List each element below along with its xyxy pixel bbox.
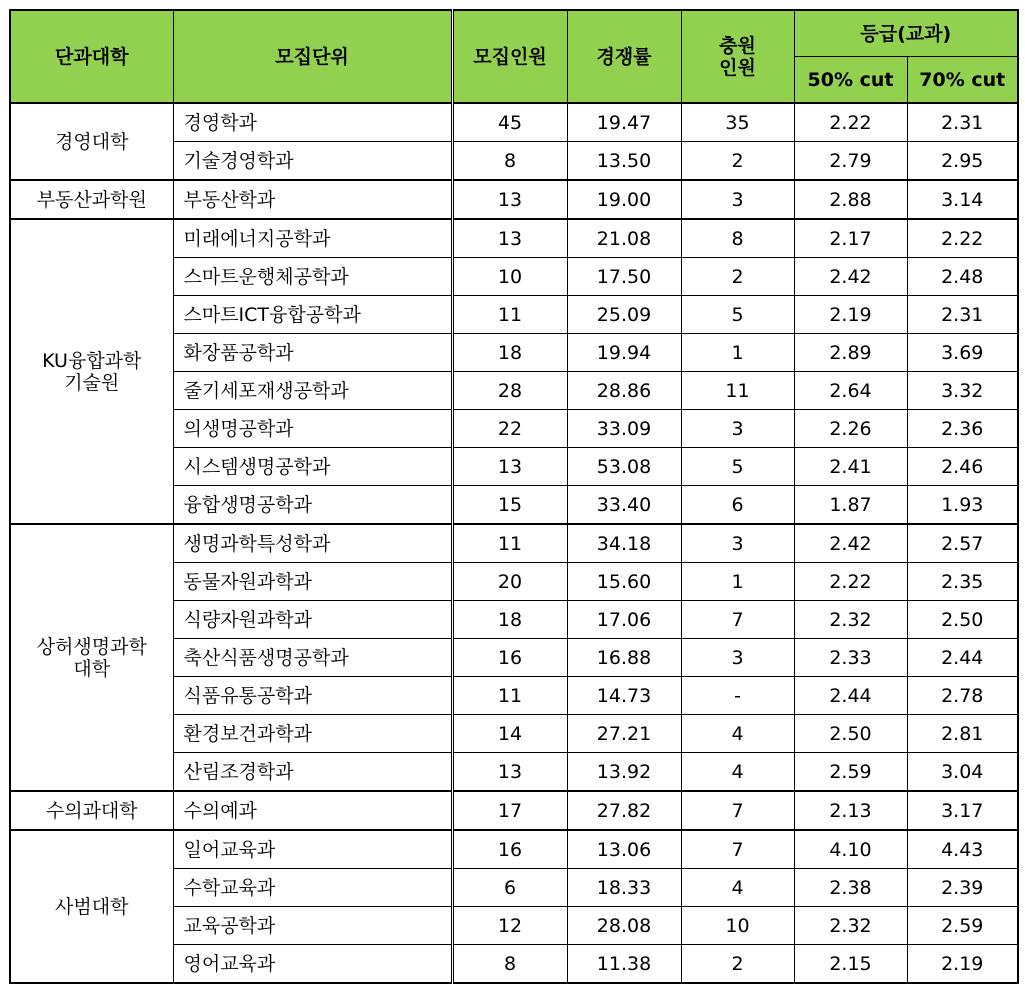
college-cell: 경영대학 — [10, 103, 173, 180]
unit-cell: 식량자원과학과 — [173, 601, 452, 639]
competition-cell: 15.60 — [567, 563, 681, 601]
header-unit: 모집단위 — [173, 10, 452, 103]
competition-cell: 27.82 — [567, 791, 681, 830]
unit-cell: 경영학과 — [173, 103, 452, 142]
quota-cell: 18 — [452, 334, 567, 372]
cut70-cell: 2.57 — [907, 524, 1018, 563]
college-cell: 상허생명과학 대학 — [10, 524, 173, 791]
college-cell: 부동산과학원 — [10, 180, 173, 219]
unit-cell: 수학교육과 — [173, 869, 452, 907]
unit-cell: 기술경영학과 — [173, 142, 452, 181]
cut50-cell: 2.79 — [794, 142, 907, 181]
cut50-cell: 2.42 — [794, 258, 907, 296]
competition-cell: 14.73 — [567, 677, 681, 715]
quota-cell: 13 — [452, 448, 567, 486]
header-competition: 경쟁률 — [567, 10, 681, 103]
extra-cell: 5 — [681, 448, 794, 486]
cut70-cell: 2.48 — [907, 258, 1018, 296]
quota-cell: 13 — [452, 219, 567, 258]
cut70-cell: 3.14 — [907, 180, 1018, 219]
unit-cell: 환경보건과학과 — [173, 715, 452, 753]
quota-cell: 17 — [452, 791, 567, 830]
cut70-cell: 3.04 — [907, 753, 1018, 792]
college-cell: 수의과대학 — [10, 791, 173, 830]
quota-cell: 8 — [452, 142, 567, 181]
unit-cell: 미래에너지공학과 — [173, 219, 452, 258]
header-quota: 모집인원 — [452, 10, 567, 103]
quota-cell: 13 — [452, 753, 567, 792]
extra-cell: - — [681, 677, 794, 715]
extra-cell: 3 — [681, 180, 794, 219]
quota-cell: 10 — [452, 258, 567, 296]
competition-cell: 33.09 — [567, 410, 681, 448]
cut50-cell: 1.87 — [794, 486, 907, 525]
competition-cell: 16.88 — [567, 639, 681, 677]
unit-cell: 줄기세포재생공학과 — [173, 372, 452, 410]
extra-cell: 4 — [681, 753, 794, 792]
quota-cell: 13 — [452, 180, 567, 219]
quota-cell: 15 — [452, 486, 567, 525]
cut70-cell: 2.50 — [907, 601, 1018, 639]
competition-cell: 34.18 — [567, 524, 681, 563]
extra-cell: 35 — [681, 103, 794, 142]
quota-cell: 16 — [452, 830, 567, 869]
extra-cell: 6 — [681, 486, 794, 525]
cut70-cell: 2.31 — [907, 103, 1018, 142]
cut50-cell: 2.42 — [794, 524, 907, 563]
cut50-cell: 2.15 — [794, 945, 907, 984]
competition-cell: 27.21 — [567, 715, 681, 753]
cut70-cell: 2.44 — [907, 639, 1018, 677]
unit-cell: 스마트ICT융합공학과 — [173, 296, 452, 334]
unit-cell: 일어교육과 — [173, 830, 452, 869]
table-row — [10, 219, 1018, 258]
competition-cell: 19.47 — [567, 103, 681, 142]
table-row — [10, 830, 1018, 869]
quota-cell: 22 — [452, 410, 567, 448]
cut70-cell: 3.17 — [907, 791, 1018, 830]
extra-cell: 7 — [681, 830, 794, 869]
college-cell: 사범대학 — [10, 830, 173, 983]
unit-cell: 교육공학과 — [173, 907, 452, 945]
competition-cell: 17.06 — [567, 601, 681, 639]
cut70-cell: 2.35 — [907, 563, 1018, 601]
cut70-cell: 2.78 — [907, 677, 1018, 715]
cut50-cell: 2.32 — [794, 601, 907, 639]
quota-cell: 11 — [452, 296, 567, 334]
quota-cell: 45 — [452, 103, 567, 142]
competition-cell: 13.06 — [567, 830, 681, 869]
extra-cell: 2 — [681, 258, 794, 296]
extra-cell: 1 — [681, 334, 794, 372]
cut70-cell: 2.36 — [907, 410, 1018, 448]
competition-cell: 18.33 — [567, 869, 681, 907]
header-extra-line2: 인원 — [719, 56, 756, 79]
competition-cell: 53.08 — [567, 448, 681, 486]
unit-cell: 산림조경학과 — [173, 753, 452, 792]
cut50-cell: 2.19 — [794, 296, 907, 334]
cut50-cell: 2.44 — [794, 677, 907, 715]
cut50-cell: 2.50 — [794, 715, 907, 753]
extra-cell: 7 — [681, 601, 794, 639]
unit-cell: 축산식품생명공학과 — [173, 639, 452, 677]
unit-cell: 시스템생명공학과 — [173, 448, 452, 486]
unit-cell: 화장품공학과 — [173, 334, 452, 372]
quota-cell: 14 — [452, 715, 567, 753]
header-extra-line1: 충원 — [719, 34, 756, 57]
cut70-cell: 1.93 — [907, 486, 1018, 525]
cut50-cell: 2.41 — [794, 448, 907, 486]
extra-cell: 3 — [681, 639, 794, 677]
extra-cell: 4 — [681, 869, 794, 907]
cut50-cell: 2.22 — [794, 563, 907, 601]
competition-cell: 19.94 — [567, 334, 681, 372]
cut70-cell: 2.39 — [907, 869, 1018, 907]
competition-cell: 28.86 — [567, 372, 681, 410]
extra-cell: 8 — [681, 219, 794, 258]
header-cut70: 70% cut — [907, 57, 1018, 104]
extra-cell: 11 — [681, 372, 794, 410]
unit-cell: 생명과학특성학과 — [173, 524, 452, 563]
quota-cell: 18 — [452, 601, 567, 639]
competition-cell: 13.50 — [567, 142, 681, 181]
competition-cell: 19.00 — [567, 180, 681, 219]
table-row — [10, 180, 1018, 219]
header-college: 단과대학 — [10, 10, 173, 103]
unit-cell: 융합생명공학과 — [173, 486, 452, 525]
table-body — [10, 103, 1018, 983]
unit-cell: 동물자원과학과 — [173, 563, 452, 601]
cut50-cell: 2.26 — [794, 410, 907, 448]
cut50-cell: 2.33 — [794, 639, 907, 677]
extra-cell: 2 — [681, 142, 794, 181]
cut50-cell: 2.38 — [794, 869, 907, 907]
competition-cell: 25.09 — [567, 296, 681, 334]
college-cell: KU융합과학 기술원 — [10, 219, 173, 524]
competition-cell: 11.38 — [567, 945, 681, 984]
table-row — [10, 791, 1018, 830]
extra-cell: 3 — [681, 524, 794, 563]
competition-cell: 28.08 — [567, 907, 681, 945]
extra-cell: 4 — [681, 715, 794, 753]
unit-cell: 스마트운행체공학과 — [173, 258, 452, 296]
extra-cell: 2 — [681, 945, 794, 984]
cut70-cell: 3.32 — [907, 372, 1018, 410]
quota-cell: 11 — [452, 677, 567, 715]
cut70-cell: 2.46 — [907, 448, 1018, 486]
table-row — [10, 103, 1018, 142]
table-row — [10, 524, 1018, 563]
cut70-cell: 2.95 — [907, 142, 1018, 181]
competition-cell: 17.50 — [567, 258, 681, 296]
unit-cell: 의생명공학과 — [173, 410, 452, 448]
header-grade: 등급(교과) — [794, 10, 1018, 57]
unit-cell: 부동산학과 — [173, 180, 452, 219]
cut50-cell: 2.88 — [794, 180, 907, 219]
cut50-cell: 4.10 — [794, 830, 907, 869]
unit-cell: 식품유통공학과 — [173, 677, 452, 715]
competition-cell: 13.92 — [567, 753, 681, 792]
cut70-cell: 2.22 — [907, 219, 1018, 258]
quota-cell: 11 — [452, 524, 567, 563]
header-extra — [681, 10, 794, 103]
unit-cell: 수의예과 — [173, 791, 452, 830]
cut70-cell: 2.59 — [907, 907, 1018, 945]
header-cut50: 50% cut — [794, 57, 907, 104]
competition-cell: 33.40 — [567, 486, 681, 525]
quota-cell: 8 — [452, 945, 567, 984]
cut50-cell: 2.32 — [794, 907, 907, 945]
cut70-cell: 2.19 — [907, 945, 1018, 984]
cut50-cell: 2.17 — [794, 219, 907, 258]
cut70-cell: 3.69 — [907, 334, 1018, 372]
extra-cell: 3 — [681, 410, 794, 448]
quota-cell: 12 — [452, 907, 567, 945]
competition-cell: 21.08 — [567, 219, 681, 258]
cut50-cell: 2.59 — [794, 753, 907, 792]
cut50-cell: 2.13 — [794, 791, 907, 830]
cut70-cell: 2.81 — [907, 715, 1018, 753]
cut50-cell: 2.22 — [794, 103, 907, 142]
extra-cell: 1 — [681, 563, 794, 601]
cut50-cell: 2.64 — [794, 372, 907, 410]
extra-cell: 7 — [681, 791, 794, 830]
unit-cell: 영어교육과 — [173, 945, 452, 984]
quota-cell: 28 — [452, 372, 567, 410]
quota-cell: 6 — [452, 869, 567, 907]
quota-cell: 16 — [452, 639, 567, 677]
quota-cell: 20 — [452, 563, 567, 601]
admission-results-table — [9, 9, 1019, 984]
extra-cell: 10 — [681, 907, 794, 945]
extra-cell: 5 — [681, 296, 794, 334]
cut50-cell: 2.89 — [794, 334, 907, 372]
cut70-cell: 2.31 — [907, 296, 1018, 334]
cut70-cell: 4.43 — [907, 830, 1018, 869]
